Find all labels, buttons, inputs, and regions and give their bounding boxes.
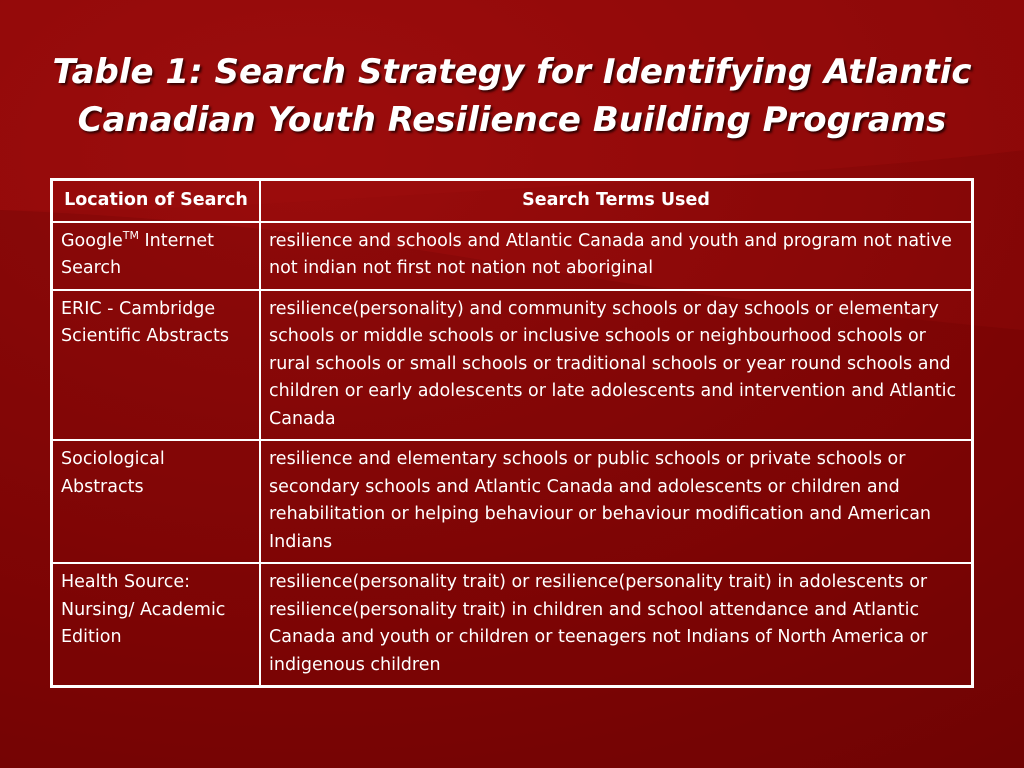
search-terms-cell: resilience and schools and Atlantic Canada and youth and program not native not indian not first not nation not aboriginal [260,222,973,290]
header-search-terms-used: Search Terms Used [260,180,973,222]
slide-title [40,48,984,144]
table-header-row [52,180,973,222]
search-terms-cell: resilience(personality trait) or resilience(personality trait) in adolescents or resilience(personality trait) in children and school attendance and Atlantic Canada and youth or children or teenagers not Indians of North America or indigenous children [260,563,973,687]
location-cell: Health Source: Nursing/ Academic Edition [52,563,261,687]
table-row [52,563,973,687]
location-name-rest: Internet Search [61,230,214,278]
slide-title-line-1: Table 1: Search Strategy for Identifying Atlantic [52,52,972,92]
slide-title-line-2: Canadian Youth Resilience Building Programs [77,100,947,140]
location-cell [52,222,261,290]
search-strategy-table [50,178,974,688]
table-row [52,290,973,441]
table-row [52,222,973,290]
search-terms-cell: resilience and elementary schools or public schools or private schools or secondary schools and Atlantic Canada and adolescents or children and rehabilitation or helping behaviour or behaviour modification and American Indians [260,440,973,563]
location-name: Google [61,230,123,251]
location-cell: Sociological Abstracts [52,440,261,563]
trademark-superscript: TM [122,228,139,242]
header-location-of-search: Location of Search [52,180,261,222]
search-terms-cell: resilience(personality) and community schools or day schools or elementary schools or middle schools or inclusive schools or neighbourhood schools or rural schools or small schools or traditional schools or year round schools and children or early adolescents or late adolescents and intervention and Atlantic Canada [260,290,973,441]
table-row [52,440,973,563]
location-cell: ERIC - Cambridge Scientific Abstracts [52,290,261,441]
